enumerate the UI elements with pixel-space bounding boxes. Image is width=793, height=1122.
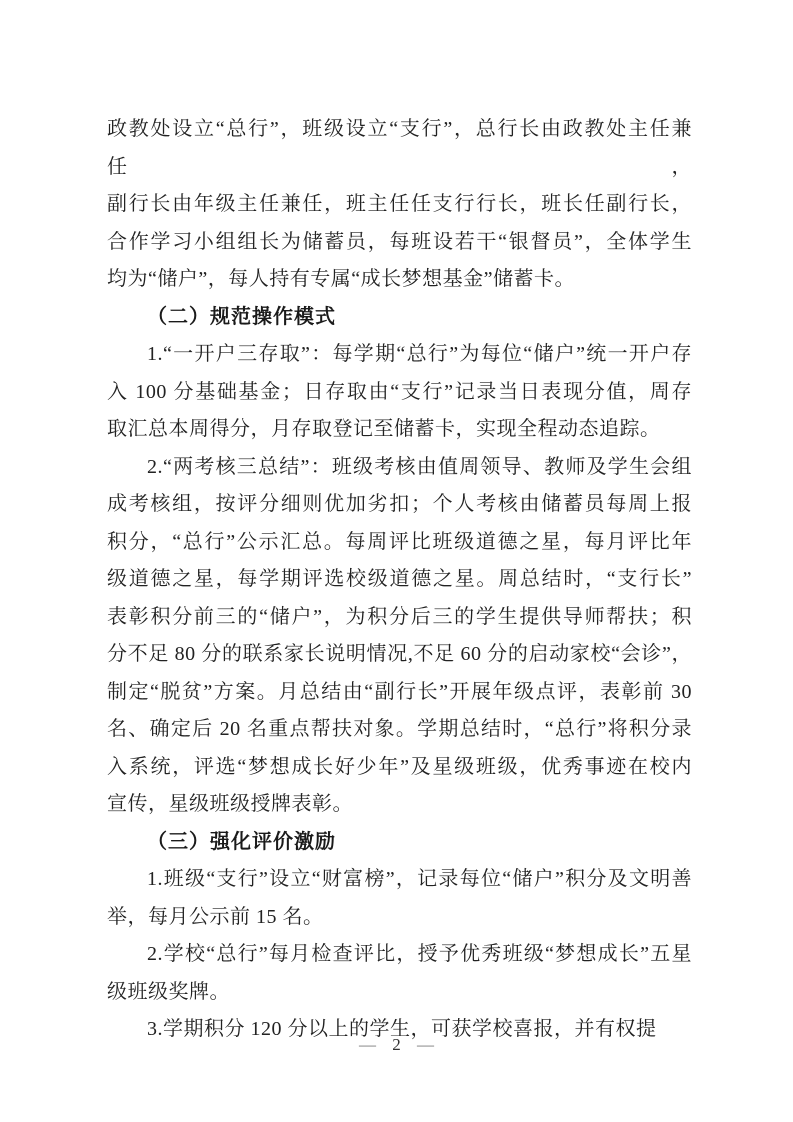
text-line: 举，每月公示前 15 名。 (107, 905, 324, 928)
paragraph (107, 861, 692, 936)
text-line: 取汇总本周得分，月存取登记至储蓄卡，实现全程动态追踪。 (107, 418, 661, 440)
text-line: 副行长由年级主任兼任，班主任任支行行长，班长任副行长， (107, 193, 692, 215)
text-line: 3.学期积分 120 分以上的学生，可获学校喜报，并有权提 (147, 1018, 657, 1040)
paragraph (107, 111, 692, 299)
paragraph (107, 936, 692, 1011)
text-line: 合作学习小组组长为储蓄员，每班设若干“银督员”，全体学生 (107, 230, 692, 253)
text-line: 1.班级“支行”设立“财富榜”，记录每位“储户”积分及文明善 (147, 868, 692, 890)
text-line: 入系统，评选“梦想成长好少年”及星级班级，优秀事迹在校内 (107, 755, 692, 778)
footer-page-number: 2 (392, 1035, 401, 1054)
page-footer (0, 1035, 793, 1055)
section-heading: （三）强化评价激励 (147, 830, 336, 853)
section-heading: （二）规范操作模式 (147, 305, 336, 328)
text-line: 级班级奖牌。 (107, 980, 230, 1003)
text-line: 制定“脱贫”方案。月总结由“副行长”开展年级点评，表彰前 30 (107, 680, 692, 703)
footer-dash-right: — (417, 1035, 434, 1054)
text-line: 积分，“总行”公示汇总。每周评比班级道德之星，每月评比年 (107, 530, 692, 553)
text-line: 宣传，星级班级授牌表彰。 (107, 793, 353, 815)
text-line: 分不足 80 分的联系家长说明情况,不足 60 分的启动家校“会诊”， (107, 643, 692, 665)
paragraph (107, 336, 692, 449)
text-line: 入 100 分基础基金；日存取由“支行”记录当日表现分值，周存 (107, 380, 692, 403)
document-body (107, 111, 692, 1049)
text-line: 政教处设立“总行”，班级设立“支行”，总行长由政教处主任兼任， (107, 118, 692, 178)
text-line: 级道德之星，每学期评选校级道德之星。周总结时，“支行长” (107, 568, 692, 590)
text-line: 表彰积分前三的“储户”，为积分后三的学生提供导师帮扶；积 (107, 605, 692, 628)
text-line: 2.学校“总行”每月检查评比，授予优秀班级“梦想成长”五星 (147, 943, 692, 965)
text-line: 成考核组，按评分细则优加劣扣；个人考核由储蓄员每周上报 (107, 493, 692, 515)
footer-dash-left: — (359, 1035, 376, 1054)
text-line: 名、确定后 20 名重点帮扶对象。学期总结时，“总行”将积分录 (107, 718, 692, 740)
text-line: 1.“一开户三存取”：每学期“总行”为每位“储户”统一开户存 (147, 343, 692, 365)
text-line: 均为“储户”，每人持有专属“成长梦想基金”储蓄卡。 (107, 268, 576, 290)
paragraph (107, 449, 692, 824)
text-line: 2.“两考核三总结”：班级考核由值周领导、教师及学生会组 (147, 455, 692, 478)
